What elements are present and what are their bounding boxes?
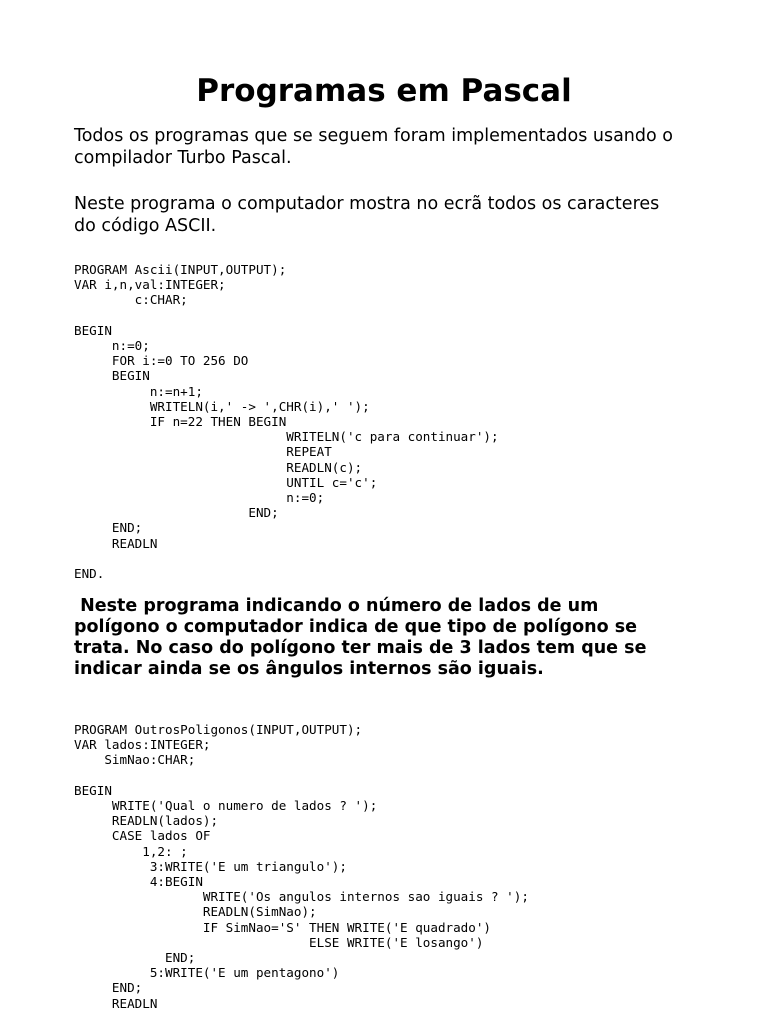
polygon-program-code: PROGRAM OutrosPoligonos(INPUT,OUTPUT); VAR lados:INTEGER; SimNao:CHAR; BEGIN WRITE('Qual o numero de lados ? '); READLN(lados); CASE lados OF 1,2: ; 3:WRITE('E um triangulo'); 4:BEGIN WRITE('Os angulos internos sao iguais ? '); READLN(SimNao); IF SimNao='S' THEN WRITE('E quadrado') ELSE WRITE('E losango') END; 5:WRITE('E um pentagono') END; READLN: [74, 722, 529, 1011]
ascii-program-code: PROGRAM Ascii(INPUT,OUTPUT); VAR i,n,val:INTEGER; c:CHAR; BEGIN n:=0; FOR i:=0 TO 256 DO BEGIN n:=n+1; WRITELN(i,' -> ',CHR(i),' '); IF n=22 THEN BEGIN WRITELN('c para continuar'); REPEAT READLN(c); UNTIL c='c'; n:=0; END; END; READLN END.: [74, 262, 499, 582]
polygon-program-description: Neste programa indicando o número de lados de um polígono o computador indica de que tipo de polígono se trata. No caso do polígono ter mais de 3 lados tem que se indicar ainda se os ângulos internos são iguais.: [74, 596, 647, 679]
intro-paragraph: Todos os programas que se seguem foram implementados usando o compilador Turbo Pascal.: [74, 126, 673, 168]
page-title: Programas em Pascal: [196, 73, 572, 109]
ascii-program-description: Neste programa o computador mostra no ecrã todos os caracteres do código ASCII.: [74, 194, 660, 236]
